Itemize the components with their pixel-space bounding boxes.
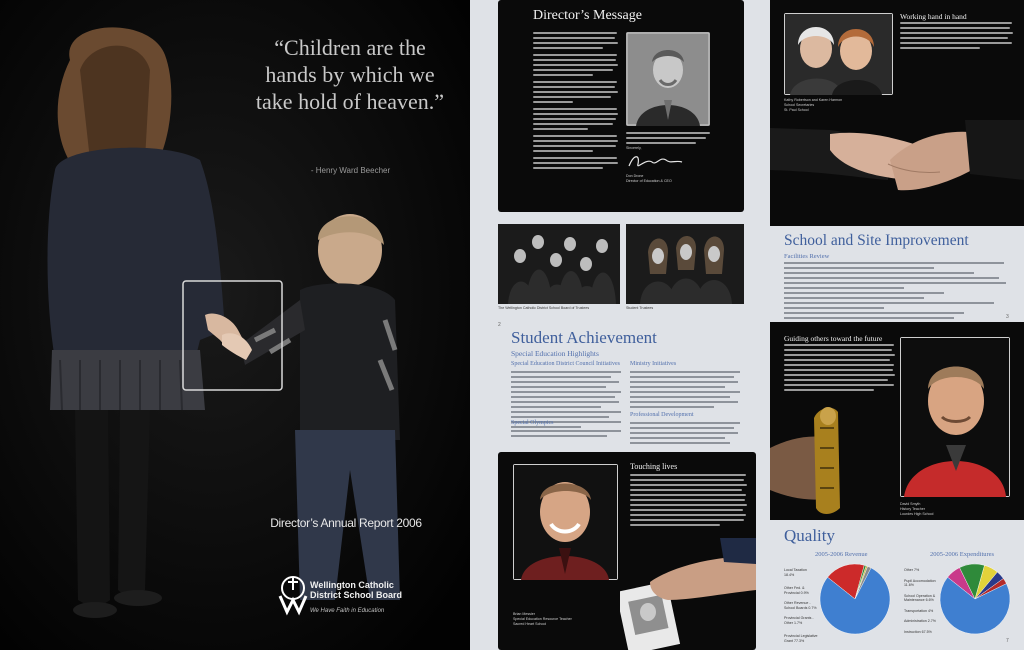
revenue-labels [784,568,818,643]
cover-report-title: Director’s Annual Report 2006 [270,516,422,530]
cover-quote-author: - Henry Ward Beecher [310,166,391,175]
director-sign-off: Sincerely, [626,146,642,150]
expenditures-chart-title: 2005-2006 Expenditures [930,551,995,558]
revenue-label-3: Provincial Grants - Other 1.7% [784,616,814,625]
director-closing-text [626,132,710,147]
trustees-group-image [498,224,620,304]
secretaries-caption-school: St. Paul School [784,108,809,112]
guiding-others-text [784,344,896,394]
facilities-review-bullets [784,262,1009,322]
secretaries-caption-role: School Secretaries [784,103,815,107]
page-number-3: 3 [1006,314,1009,320]
professional-development-heading: Professional Development [630,412,694,418]
expend-label-4: Administration 2.7% [904,619,936,623]
professional-development-bullets [630,422,742,447]
facilities-review-heading: Facilities Review [784,253,830,260]
figurine-hand-image [770,398,880,520]
director-message-card [498,0,744,212]
teacher-portrait [513,464,618,580]
director-name: Don Drone [626,174,644,178]
director-portrait [626,32,710,126]
page-number-7: 7 [1006,638,1009,644]
student-trustees-image [626,224,744,304]
history-teacher-caption-role: History Teacher [900,507,925,511]
expend-label-3: Transportation 4% [904,608,934,613]
special-ed-council-heading: Special Education District Council Initiatives [511,361,620,367]
secretaries-caption-names: Kathy Robertson and Karen Harmon [784,98,843,102]
teacher-caption-role: Special Education Resource Teacher [513,617,572,621]
director-heading: Director’s Message [533,8,642,23]
touching-lives-card [498,452,756,650]
org-name-line2: District School Board [310,590,403,600]
special-olympics-heading: Special Olympics [511,420,554,426]
page-number-2: 2 [498,322,501,328]
revenue-label-1: Other Fed. & Provincial 0.9% [784,586,809,595]
handshake-image [770,120,1024,226]
expend-label-5: Instruction 67.5% [904,629,932,634]
ministry-initiatives-heading: Ministry Initiatives [630,361,677,367]
history-teacher-caption-name: David Smyth [900,502,921,506]
secretaries-photo [784,13,893,95]
director-signature [626,152,686,172]
expend-label-2: School Operation & Maintenance 6.6% [904,593,936,602]
teacher-caption-name: Brian Messier [513,612,535,616]
ministry-bullets [630,371,742,411]
site-improvement-heading: School and Site Improvement [784,232,969,249]
working-hand-text [900,22,1014,52]
revenue-label-4: Provincial Legislative Grant 77.3% [784,634,818,643]
cover-quote: “Children are the hands by which we take hold of heaven.” [255,35,445,114]
expenditure-labels [904,568,938,634]
history-teacher-portrait [900,337,1010,497]
working-hand-heading: Working hand in hand [900,12,967,21]
expenditure-pie-chart [938,562,1012,636]
history-teacher-caption-school: Lourdes High School [900,512,934,516]
teacher-caption-school: Sacred Heart School [513,622,547,626]
cover-panel [0,0,470,650]
director-body-text [533,32,619,172]
touching-lives-text [630,474,748,529]
revenue-label-0: Local Taxation 18.4% [784,568,807,577]
quality-heading: Quality [784,526,835,545]
working-hand-card [770,0,1024,226]
cover-org-name [310,580,440,600]
guiding-others-heading: Guiding others toward the future [784,334,883,343]
student-trustees-photo [626,224,744,304]
revenue-chart-title: 2005-2006 Revenue [815,551,868,558]
hand-holding-photo [620,538,756,650]
expend-label-1: Pupil Accomodation 11.6% [904,578,936,587]
org-name-line1: Wellington Catholic [310,580,394,590]
student-trustees-caption: Student Trustees [626,306,654,310]
revenue-label-2: Other Revenue - School Boards 0.7% [784,601,817,610]
revenue-pie-chart [818,562,892,636]
trustees-photo [498,224,620,304]
student-achievement-heading: Student Achievement [511,328,657,347]
expend-label-0: Other 7% [904,568,920,572]
trustees-caption: The Wellington Catholic District School Board of Trustees [498,306,590,310]
director-title: Director of Education & CEO [626,179,672,183]
special-olympics-bullets [511,430,623,440]
guiding-others-card [770,322,1024,520]
special-ed-highlights-heading: Special Education Highlights [511,349,599,358]
cover-motto: We Have Faith in Education [310,608,385,614]
touching-lives-heading: Touching lives [630,462,678,471]
